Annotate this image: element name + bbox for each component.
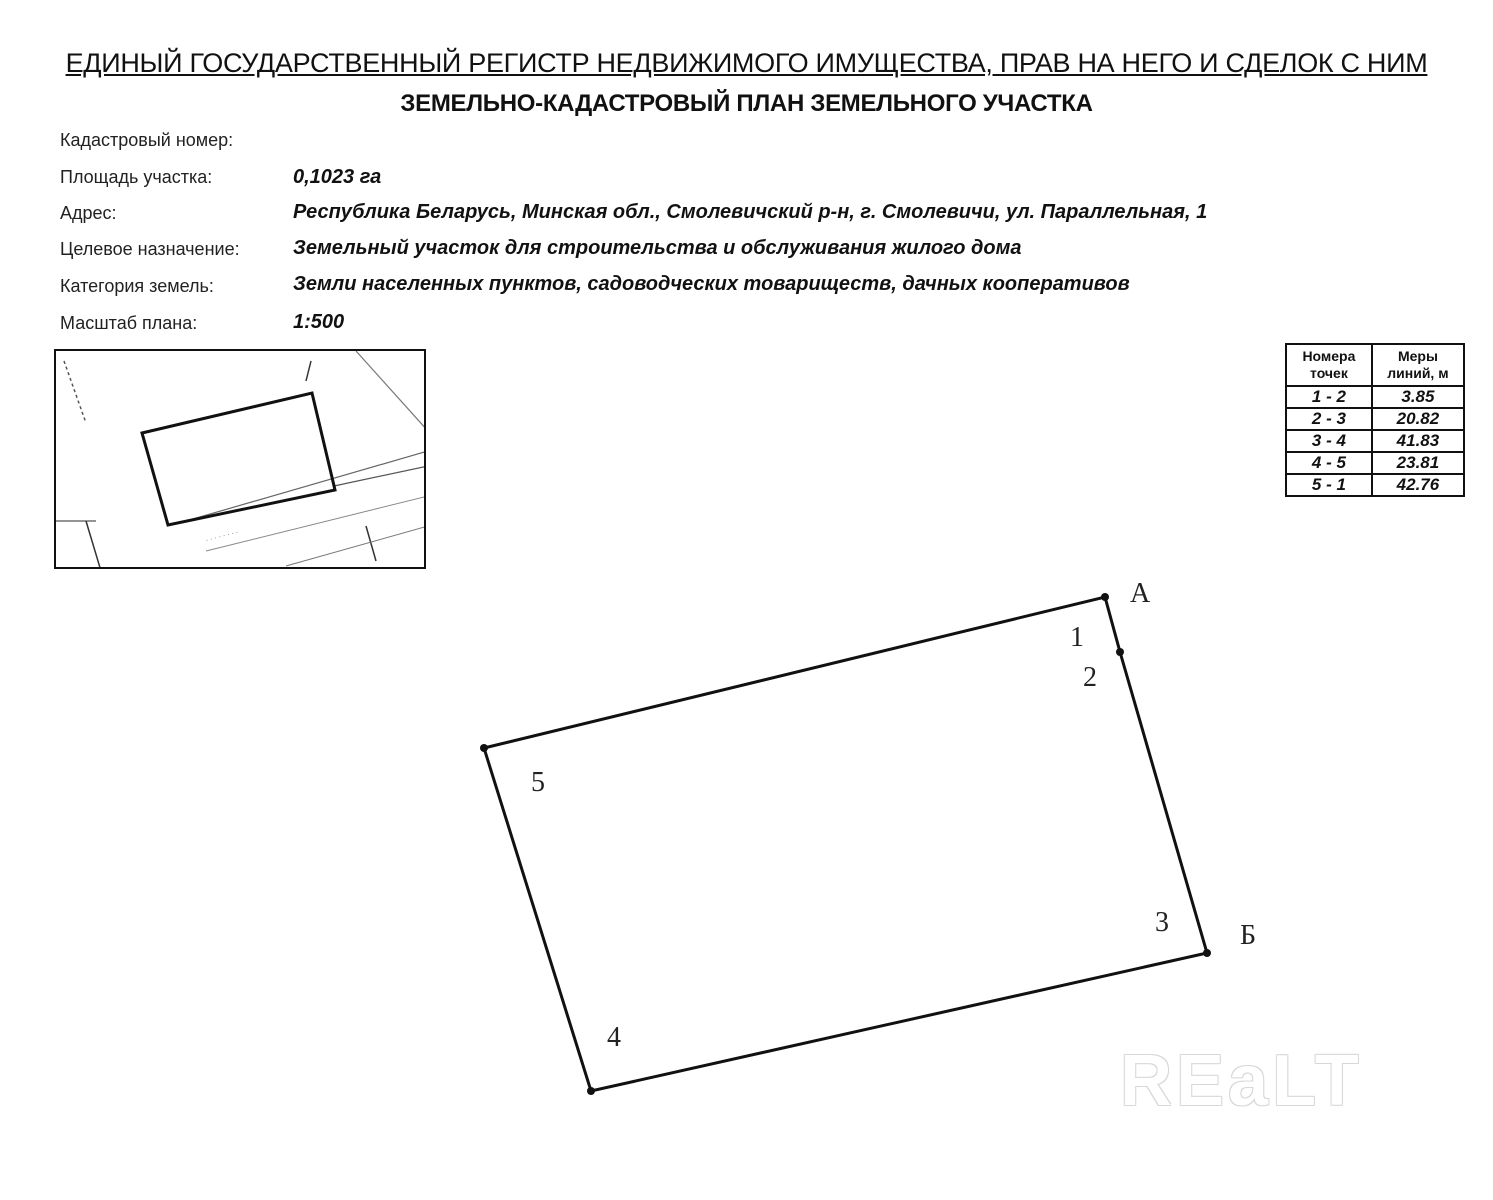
segment-points: 3 - 4: [1286, 430, 1372, 452]
point-label-5: 5: [531, 767, 545, 798]
corner-point: [480, 744, 488, 752]
segment-length: 23.81: [1372, 452, 1464, 474]
segment-points: 4 - 5: [1286, 452, 1372, 474]
point-label-3: 3: [1155, 907, 1169, 938]
point-label-1: 1: [1070, 622, 1084, 653]
area-label: Площадь участка:: [60, 167, 213, 187]
lengths-header: Меры линий, м: [1372, 344, 1464, 386]
segment-length: 41.83: [1372, 430, 1464, 452]
cadastral-number-label: Кадастровый номер:: [60, 130, 234, 150]
segment-length: 20.82: [1372, 408, 1464, 430]
segment-points: 1 - 2: [1286, 386, 1372, 408]
scale-label: Масштаб плана:: [60, 313, 198, 333]
address-value: Республика Беларусь, Минская обл., Смолевичский р-н, г. Смолевичи, ул. Параллельная, 1: [293, 201, 1208, 223]
segment-points: 2 - 3: [1286, 408, 1372, 430]
svg-text:. . . . . . . .: . . . . . . . .: [204, 525, 239, 543]
parcel-boundary: [484, 597, 1207, 1091]
segment-points: 5 - 1: [1286, 474, 1372, 496]
points-header: Номера точек: [1286, 344, 1372, 386]
area-value: 0,1023 га: [293, 166, 382, 188]
plan-title: ЗЕМЕЛЬНО-КАДАСТРОВЫЙ ПЛАН ЗЕМЕЛЬНОГО УЧАСТКА: [400, 90, 1093, 117]
segment-length: 42.76: [1372, 474, 1464, 496]
point-label-2: 2: [1083, 662, 1097, 693]
category-value: Земли населенных пунктов, садоводческих товариществ, дачных кооперативов: [293, 273, 1130, 295]
category-label: Категория земель:: [60, 276, 214, 296]
corner-point: [1116, 648, 1124, 656]
purpose-label: Целевое назначение:: [60, 239, 240, 259]
segment-length: 3.85: [1372, 386, 1464, 408]
corner-label-a: А: [1130, 578, 1151, 609]
registry-title: ЕДИНЫЙ ГОСУДАРСТВЕННЫЙ РЕГИСТР НЕДВИЖИМОГО ИМУЩЕСТВА, ПРАВ НА НЕГО И СДЕЛОК С НИМ: [65, 48, 1428, 78]
purpose-value: Земельный участок для строительства и обслуживания жилого дома: [293, 237, 1022, 259]
corner-point: [587, 1087, 595, 1095]
corner-label-b: Б: [1240, 920, 1257, 951]
corner-point: [1101, 593, 1109, 601]
point-label-4: 4: [607, 1022, 621, 1053]
corner-point: [1203, 949, 1211, 957]
scale-value: 1:500: [293, 311, 345, 333]
address-label: Адрес:: [60, 203, 117, 223]
realt-watermark: REaLT: [1120, 1041, 1363, 1121]
